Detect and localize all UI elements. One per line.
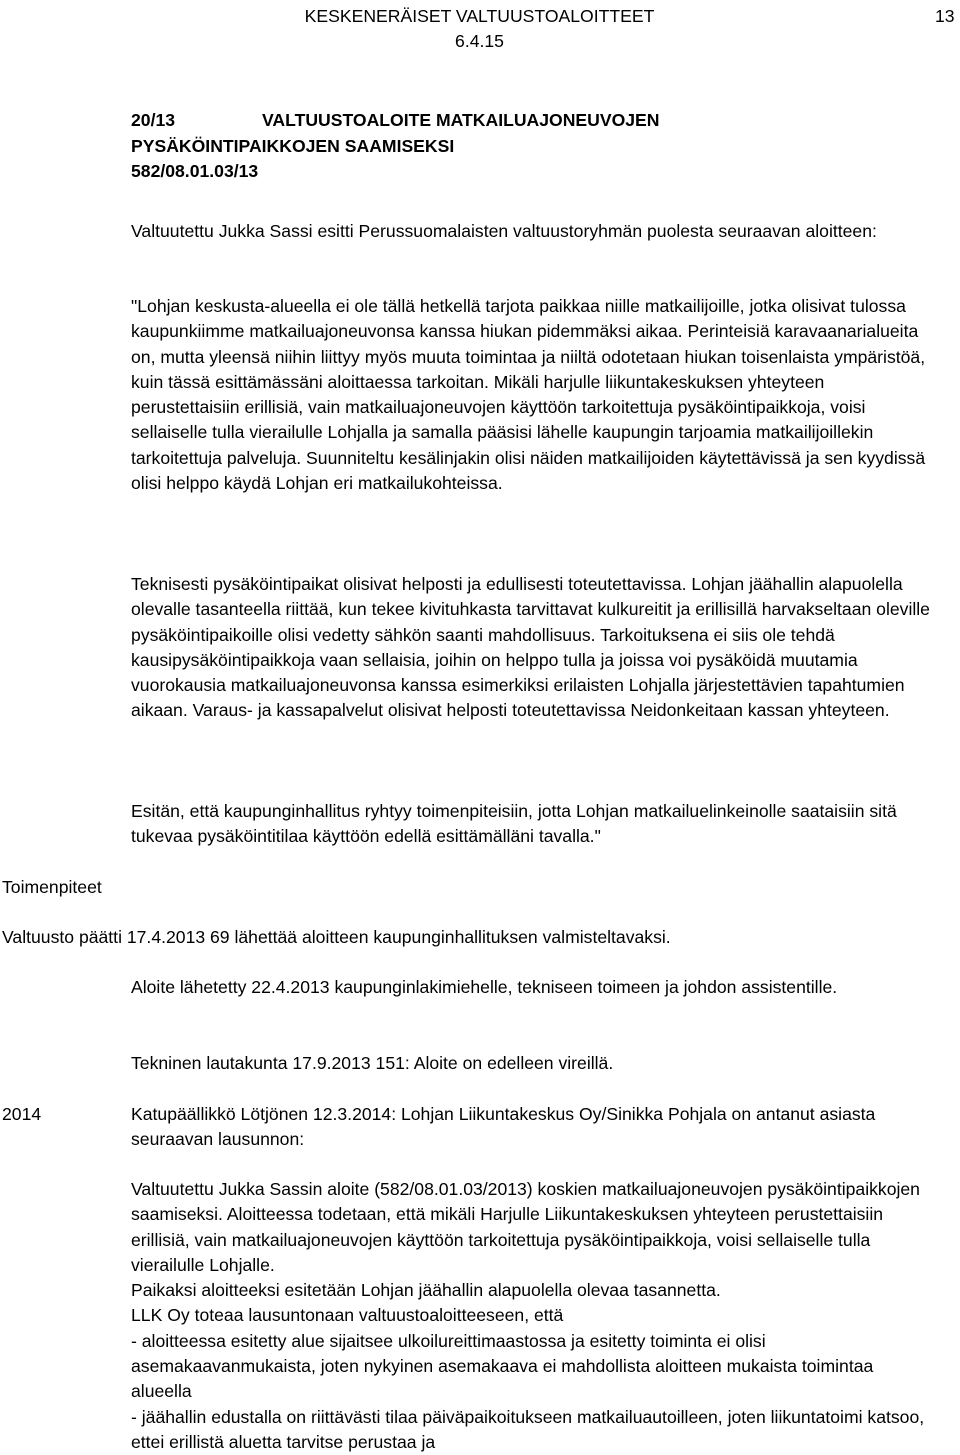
header-date: 6.4.15 (455, 31, 504, 51)
quote-paragraph-1: "Lohjan keskusta-alueella ei ole tällä hetkellä tarjota paikkaa niille matkailijoille, jotka olisivat tulossa kaupunkiimme matkailuajoneuvonsa kanssa hiukan pidemmäksi aikaa. Perinteisiä karavaanarialueita on, mutta yleensä niihin liittyy myös muuta toimintaa ja niiltä odotetaan hiukan toisenlaista ympäristöä, kuin tässä esittämässäni aloittaessa tarkoitan. Mikäli harjulle liikuntakeskuksen yhteyteen perustettaisiin erillisiä, vain matkailuajoneuvojen käyttöön tarkoitettuja pysäköintipaikkoja, voisi sellaiselle tulla vierailulle Lohjalla ja samalla pääsisi lähelle kaupungin tarjoamia matkailijoillekin tarkoitettuja palveluja. Suunniteltu kesälinjakin olisi näiden matkailijoiden käytettävissä ja sen kyydissä olisi helppo käydä Lohjan eri matkailukohteissa. (131, 296, 926, 494)
statement-body (131, 1177, 931, 1455)
running-header (262, 4, 697, 54)
quote-paragraph-2: Teknisesti pysäköintipaikat olisivat helposti ja edullisesti toteutettavissa. Lohjan jäähallin alapuolella olevalle tasanteella riittää, kun tekee kivituhkasta tarvittavat kulkureitit ja erillisillä harvakseltaan oleville pysäköintipaikoille olisi vedetty sähkön saanti mahdollisuus. Tarkoituksena ei siis ole tehdä kausipysäköintipaikkoja vaan sellaisia, joihin on helppo tulla ja joissa voi pysäköidä muutamia vuorokausia matkailuajoneuvonsa kanssa esimerkiksi erilaisten Lohjalla järjestettävien tapahtumien aikaan. Varaus- ja kassapalvelut olisivat helposti toteutettavissa Neidonkeitaan kassan yhteyteen. (131, 574, 930, 721)
technical-board: Tekninen lautakunta 17.9.2013 151: Aloite on edelleen vireillä. (131, 1053, 614, 1073)
initiative-sent: Aloite lähetetty 22.4.2013 kaupunginlakimiehelle, tekniseen toimeen ja johdon assistentille. (131, 977, 838, 997)
statement-paragraph-2: Paikaksi aloitteeksi esitetään Lohjan jäähallin alapuolella olevaa tasannetta. (131, 1280, 721, 1301)
year-label: 2014 (2, 1104, 42, 1124)
statement-dash-item-1: - aloitteessa esitetty alue sijaitsee ulkoilureittimaastossa ja esitetty toiminta ei olisi asemakaavanmukaista, joten nykyinen asemakaava ei mahdollista aloitteen mukaista toimintaa alueella (131, 1330, 874, 1402)
item-heading (131, 108, 660, 185)
statement-paragraph-1: Valtuutettu Jukka Sassin aloite (582/08.01.03/2013) koskien matkailuajoneuvojen pysäköintipaikkojen saamiseksi. Aloitteessa todetaan, että mikäli Harjulle Liikuntakeskuksen yhteyteen perustettaisiin erillisiä, vain matkailuajoneuvojen käyttöön tarkoitettuja pysäköintipaikkoja, voisi sellaiselle tulla vierailulle Lohjalle. (131, 1179, 920, 1275)
item-code: 582/08.01.03/13 (131, 161, 259, 181)
street-manager-statement: Katupäällikkö Lötjönen 12.3.2014: Lohjan Liikuntakeskus Oy/Sinikka Pohjala on antanut asiasta seuraavan lausunnon: (131, 1104, 876, 1150)
page-number: 13 (935, 6, 955, 26)
header-title: KESKENERÄISET VALTUUSTOALOITTEET (304, 6, 655, 26)
quote-paragraph-3: Esitän, että kaupunginhallitus ryhtyy toimenpiteisiin, jotta Lohjan matkailuelinkeinolle saataisiin sitä tukevaa pysäköintitilaa käyttöön edellä esittämälläni tavalla." (131, 801, 897, 847)
statement-paragraph-3: LLK Oy toteaa lausuntonaan valtuustoaloitteeseen, että (131, 1305, 564, 1326)
intro-paragraph: Valtuutettu Jukka Sassi esitti Perussuomalaisten valtuustoryhmän puolesta seuraavan aloitteen: (131, 221, 877, 241)
statement-dash-item-2: - jäähallin edustalla on riittävästi tilaa päiväpaikoitukseen matkailuautoilleen, joten liikuntatoimi katsoo, ettei erillistä aluetta tarvitse perustaa ja (131, 1406, 925, 1452)
heading-row1 (131, 108, 660, 134)
toimenpiteet-label: Toimenpiteet (2, 877, 102, 897)
council-decision: Valtuusto päätti 17.4.2013 69 lähettää aloitteen kaupunginhallituksen valmisteltavaksi. (2, 927, 671, 947)
item-number: 20/13 (131, 110, 176, 130)
item-title-line1: VALTUUSTOALOITE MATKAILUAJONEUVOJEN (262, 110, 660, 130)
item-title-line2: PYSÄKÖINTIPAIKKOJEN SAAMISEKSI (131, 135, 455, 156)
